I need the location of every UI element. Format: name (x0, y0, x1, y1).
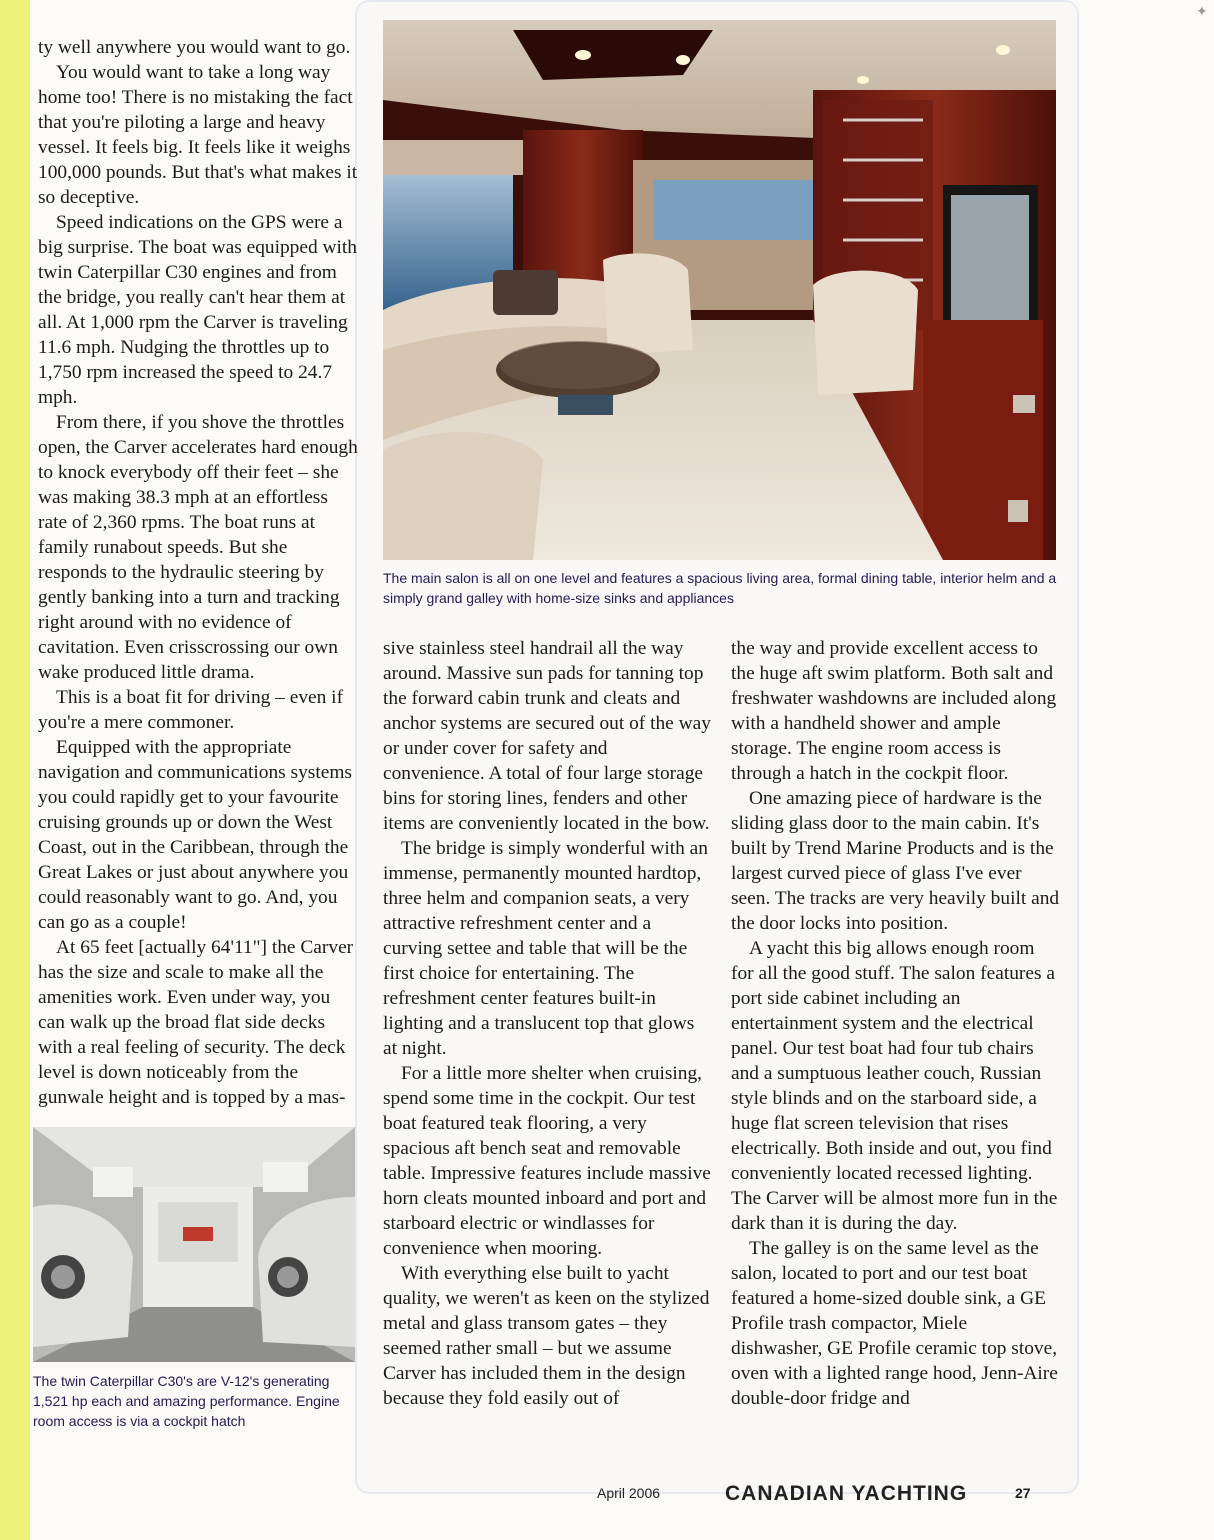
paragraph: You would want to take a long way home too! There is no mistaking the fact that you're piloting a large and heavy vessel. It feels big. It feels like it weighs 100,000 pounds. But that's what makes it so deceptive. (38, 62, 358, 208)
left-margin-strip (0, 0, 30, 1540)
paragraph: sive stainless steel handrail all the way around. Massive sun pads for tanning top the forward cabin trunk and cleats and anchor systems are secured out of the way or under cover for safety and convenience. A total of four large storage bins for storing lines, fenders and other items are conveniently located in the bow. (383, 638, 711, 834)
page-number: 27 (1015, 1485, 1031, 1501)
magazine-name: CANADIAN YACHTING (725, 1482, 968, 1505)
paragraph: The bridge is simply wonderful with an immense, permanently mounted hardtop, three helm and companion seats, a very attractive refreshment center and a curving settee and table that will be the first choice for entertaining. The refreshment center features built-in lighting and a translucent top that glows at night. (383, 838, 708, 1059)
page-corner-mark: ✦ (1196, 4, 1208, 20)
paragraph: Equipped with the appropriate navigation and communications systems you could rapidly get to your favourite cruising grounds up or down the West Coast, out in the Caribbean, through the Great Lakes or just about anywhere you could reasonably want to go. And, you can go as a couple! (38, 737, 352, 933)
salon-photo-caption: The main salon is all on one level and features a spacious living area, formal dining table, interior helm and a simply grand galley with home-size sinks and appliances (383, 570, 1057, 606)
paragraph: A yacht this big allows enough room for all the good stuff. The salon features a port side cabinet including an entertainment system and the electrical panel. Our test boat had four tub chairs and a sumptuous leather couch, Russian style blinds and on the starboard side, a huge flat screen television that rises electrically. Both inside and out, you find conveniently located recessed lighting. The Carver will be almost more fun in the dark than it is during the day. (731, 938, 1058, 1234)
paragraph: This is a boat fit for driving – even if you're a mere commoner. (38, 687, 344, 733)
paragraph: With everything else built to yacht quality, we weren't as keen on the stylized metal and glass transom gates – they seemed rather small – but we assume Carver has included them in the design because they fold easily out of (383, 1263, 710, 1409)
paragraph: The galley is on the same level as the salon, located to port and our test boat featured a home-sized double sink, a GE Profile trash compactor, Miele dishwasher, GE Profile ceramic top stove, oven with a lighted range hood, Jenn-Aire double-door fridge and (731, 1238, 1058, 1409)
main-salon-photo (383, 20, 1056, 560)
article-column-1 (38, 35, 360, 1110)
issue-date: April 2006 (597, 1485, 661, 1501)
engine-photo-caption: The twin Caterpillar C30's are V-12's generating 1,521 hp each and amazing performance. Engine room access is via a cockpit hatch (33, 1373, 340, 1429)
paragraph: Speed indications on the GPS were a big surprise. The boat was equipped with twin Caterpillar C30 engines and from the bridge, you really can't hear them at all. At 1,000 rpm the Carver is traveling 11.6 mph. Nudging the throttles up to 1,750 rpm increased the speed to 24.7 mph. (38, 212, 357, 408)
article-column-3 (731, 636, 1061, 1411)
paragraph: From there, if you shove the throttles open, the Carver accelerates hard enough to knock everybody off their feet – she was making 38.3 mph at an effortless rate of 2,360 rpms. The boat runs at family runabout speeds. But she responds to the hydraulic steering by gently banking into a turn and tracking right around with no evidence of cavitation. Even crisscrossing our own wake produced little drama. (38, 412, 358, 683)
paragraph: For a little more shelter when cruising, spend some time in the cockpit. Our test boat featured teak flooring, a very spacious aft bench seat and removable table. Impressive features include massive horn cleats mounted inboard and port and starboard electric or windlasses for convenience when mooring. (383, 1063, 711, 1259)
paragraph: One amazing piece of hardware is the sliding glass door to the main cabin. It's built by Trend Marine Products and is the largest curved piece of glass I've ever seen. The tracks are very heavily built and the door locks into position. (731, 788, 1060, 934)
paragraph: At 65 feet [actually 64'11"] the Carver has the size and scale to make all the amenities work. Even under way, you can walk up the broad flat side decks with a real feeling of security. The deck level is down noticeably from the gunwale height and is topped by a mas- (38, 937, 354, 1108)
paragraph: ty well anywhere you would want to go. (38, 37, 351, 58)
paragraph: the way and provide excellent access to the huge aft swim platform. Both salt and freshwater washdowns are included along with a handheld shower and ample storage. The engine room access is through a hatch in the cockpit floor. (731, 638, 1057, 784)
engine-room-photo (33, 1127, 355, 1362)
article-column-2 (383, 636, 713, 1411)
